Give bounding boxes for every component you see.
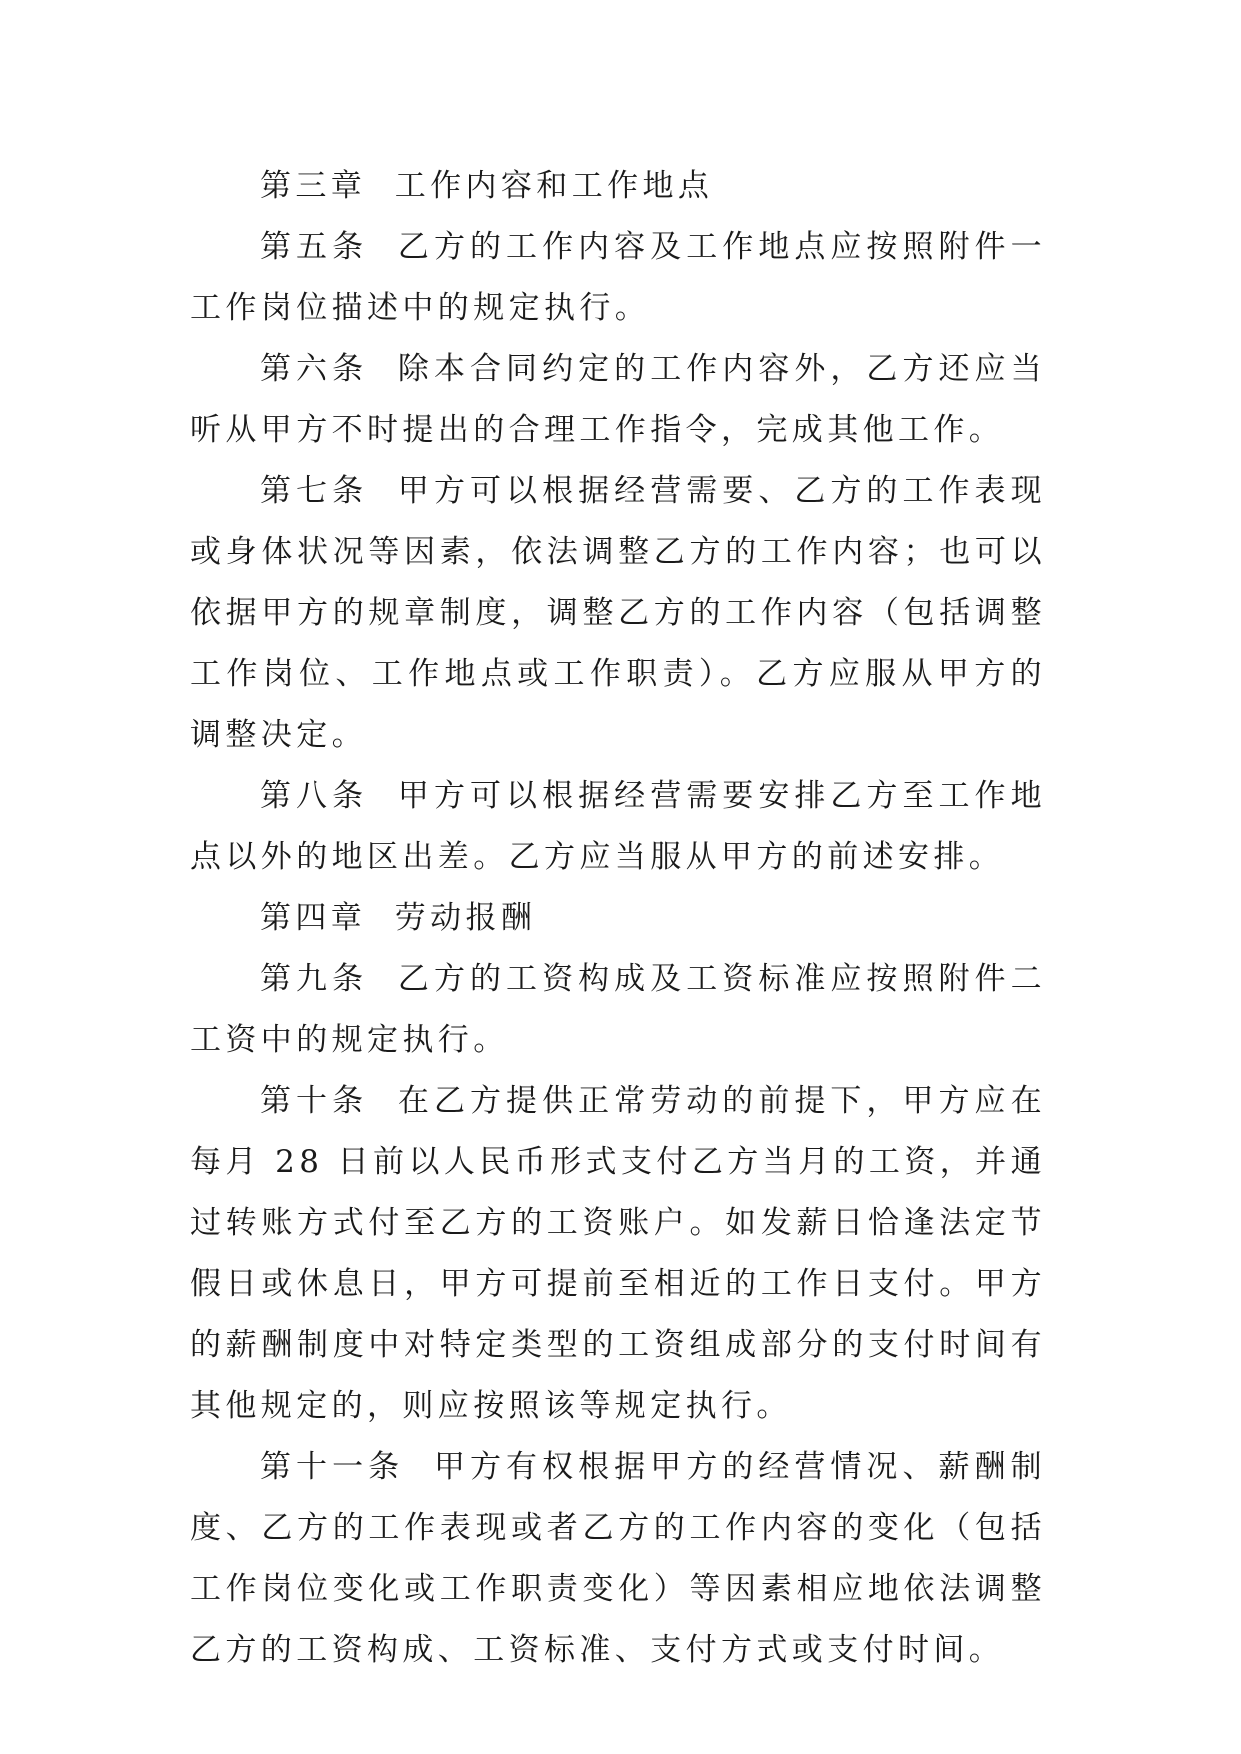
- article-11: 第十一条 甲方有权根据甲方的经营情况、薪酬制度、乙方的工作表现或者乙方的工作内容的变化（包括工作岗位变化或工作职责变化）等因素相应地依法调整乙方的工资构成、工资标准、支付方式或支付时间。: [190, 1449, 1046, 1668]
- article-8: 第八条 甲方可以根据经营需要安排乙方至工作地点以外的地区出差。乙方应当服从甲方的前述安排。: [190, 778, 1046, 875]
- chapter-4-heading: 第四章 劳动报酬: [260, 900, 537, 936]
- article-5: 第五条 乙方的工作内容及工作地点应按照附件一工作岗位描述中的规定执行。: [190, 229, 1046, 326]
- article-10: 第十条 在乙方提供正常劳动的前提下，甲方应在每月 28 日前以人民币形式支付乙方当月的工资，并通过转账方式付至乙方的工资账户。如发薪日恰逢法定节假日或休息日，甲方可提前至相近的工作日支付。甲方的薪酬制度中对特定类型的工资组成部分的支付时间有其他规定的，则应按照该等规定执行。: [190, 1083, 1046, 1424]
- document-body: [190, 156, 1046, 1681]
- article-6: 第六条 除本合同约定的工作内容外，乙方还应当听从甲方不时提出的合理工作指令，完成其他工作。: [190, 351, 1046, 448]
- article-9: 第九条 乙方的工资构成及工资标准应按照附件二工资中的规定执行。: [190, 961, 1046, 1058]
- article-7: 第七条 甲方可以根据经营需要、乙方的工作表现或身体状况等因素，依法调整乙方的工作内容；也可以依据甲方的规章制度，调整乙方的工作内容（包括调整工作岗位、工作地点或工作职责）。乙方应服从甲方的调整决定。: [190, 473, 1046, 753]
- chapter-3-heading: 第三章 工作内容和工作地点: [260, 168, 714, 204]
